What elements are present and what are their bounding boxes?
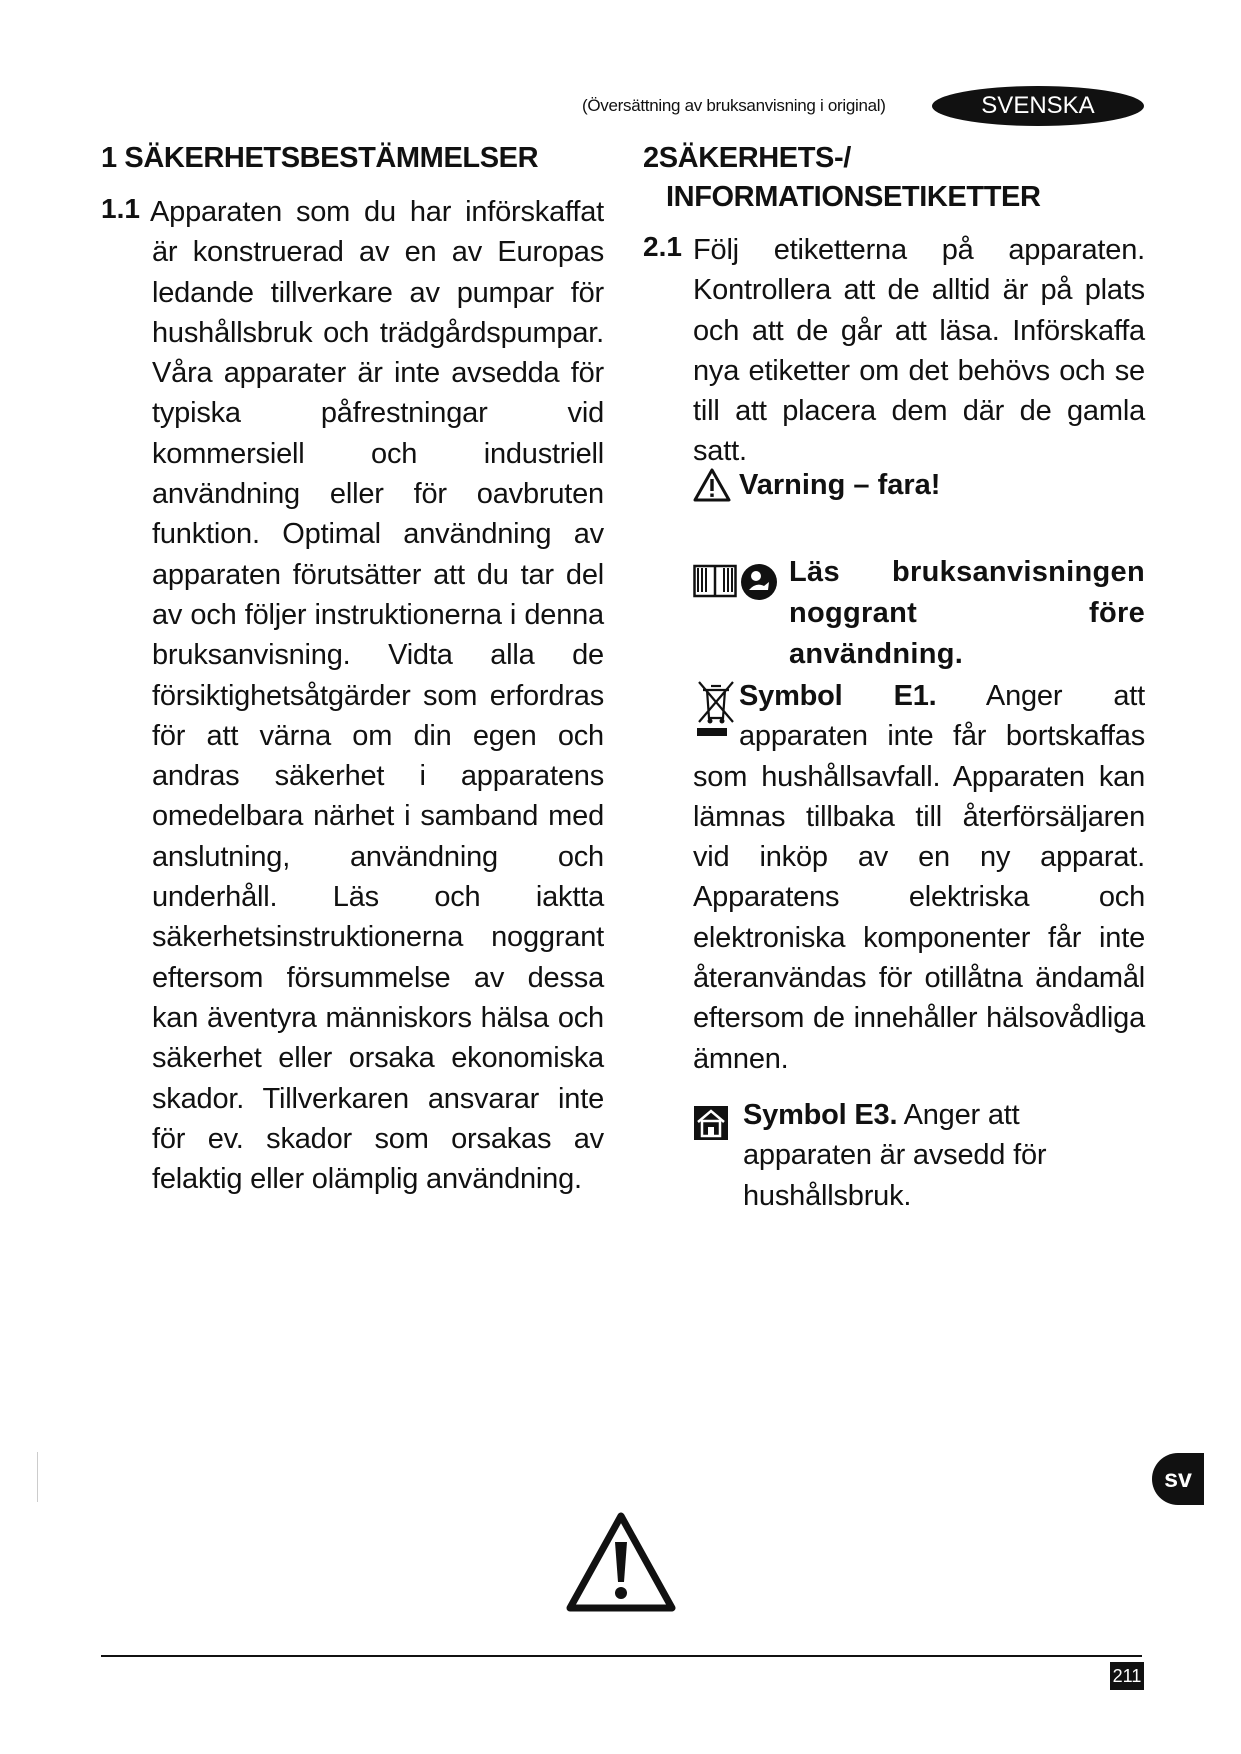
warning-row bbox=[693, 468, 940, 502]
page-number: 211 bbox=[1110, 1662, 1144, 1690]
section-2-heading-line2: INFORMATIONSETIKETTER bbox=[666, 181, 1041, 213]
warning-triangle-icon bbox=[693, 468, 731, 502]
crossed-bin-icon bbox=[693, 676, 739, 750]
symbol-e3-text bbox=[743, 1095, 1145, 1216]
manual-book-icon bbox=[693, 562, 737, 598]
item-2-1-number: 2.1 bbox=[643, 231, 682, 262]
symbol-e3-label: Symbol E3. bbox=[743, 1099, 898, 1131]
symbol-e3-block bbox=[693, 1095, 1145, 1216]
symbol-e1-text bbox=[693, 676, 1145, 1079]
read-manual-row bbox=[693, 552, 1145, 675]
section-1-heading: 1 SÄKERHETSBESTÄMMELSER bbox=[101, 142, 539, 174]
language-code-badge: sv bbox=[1152, 1453, 1204, 1505]
symbol-e3-description: Anger att apparaten är avsedd för hushållsbruk. bbox=[743, 1099, 1047, 1212]
translation-note: (Översättning av bruksanvisning i original) bbox=[582, 96, 886, 115]
symbol-e1-label: Symbol E1. bbox=[739, 680, 937, 712]
warning-label: Varning – fara! bbox=[739, 468, 941, 501]
household-house-icon bbox=[693, 1105, 729, 1141]
edge-mark bbox=[37, 1452, 38, 1502]
read-instructions-icon bbox=[739, 562, 779, 602]
symbol-e1-description: Anger att apparaten inte får bortskaffas som hushållsavfall. Apparaten kan lämnas tillbaka till återförsäljaren vid inköp av en ny apparat. Apparatens elektriska och elektroniska komponenter får inte återanvändas för otillåtna ändamål eftersom de innehåller hälsovådliga ämnen. bbox=[693, 680, 1145, 1075]
item-1-1-text: Apparaten som du har införskaffat är konstruerad av en av Europas ledande tillverkare av pumpar för hushållsbruk och trädgårdspumpar. Våra apparater är inte avsedda för typiska påfrestningar vid kommersiell och industriell användning eller för oavbruten funktion. Optimal användning av apparaten förutsätter att du tar del av och följer instruktionerna i denna bruksanvisning. Vidta alla de försiktighetsåtgärder som erfordras för att värna om din egen och andras säkerhet i apparatens omedelbara närhet i samband med anslutning, användning och underhåll. Läs och iaktta säkerhetsinstruktionerna noggrant eftersom försummelse av dessa kan äventyra människors hälsa och säkerhet eller orsaka ekonomiska skador. Tillverkaren ansvarar inte för ev. skador som orsakas av felaktig eller olämplig användning. bbox=[150, 196, 604, 1196]
symbol-e1-block bbox=[693, 676, 1145, 1079]
large-warning-triangle-icon bbox=[566, 1512, 676, 1612]
read-manual-label: Läs bruksanvisningen noggrant före användning. bbox=[789, 556, 1145, 670]
item-2-1-text: Följ etiketterna på apparaten. Kontrollera att de alltid är på plats och att de går att läsa. Införskaffa nya etiketter om det behövs och se till att placera dem där de gamla satt. bbox=[693, 234, 1145, 468]
language-badge: SVENSKA bbox=[932, 86, 1144, 126]
footer-rule bbox=[101, 1655, 1142, 1657]
item-1-1-number: 1.1 bbox=[101, 193, 140, 224]
section-2-heading-line1: 2SÄKERHETS-/ bbox=[643, 142, 851, 174]
